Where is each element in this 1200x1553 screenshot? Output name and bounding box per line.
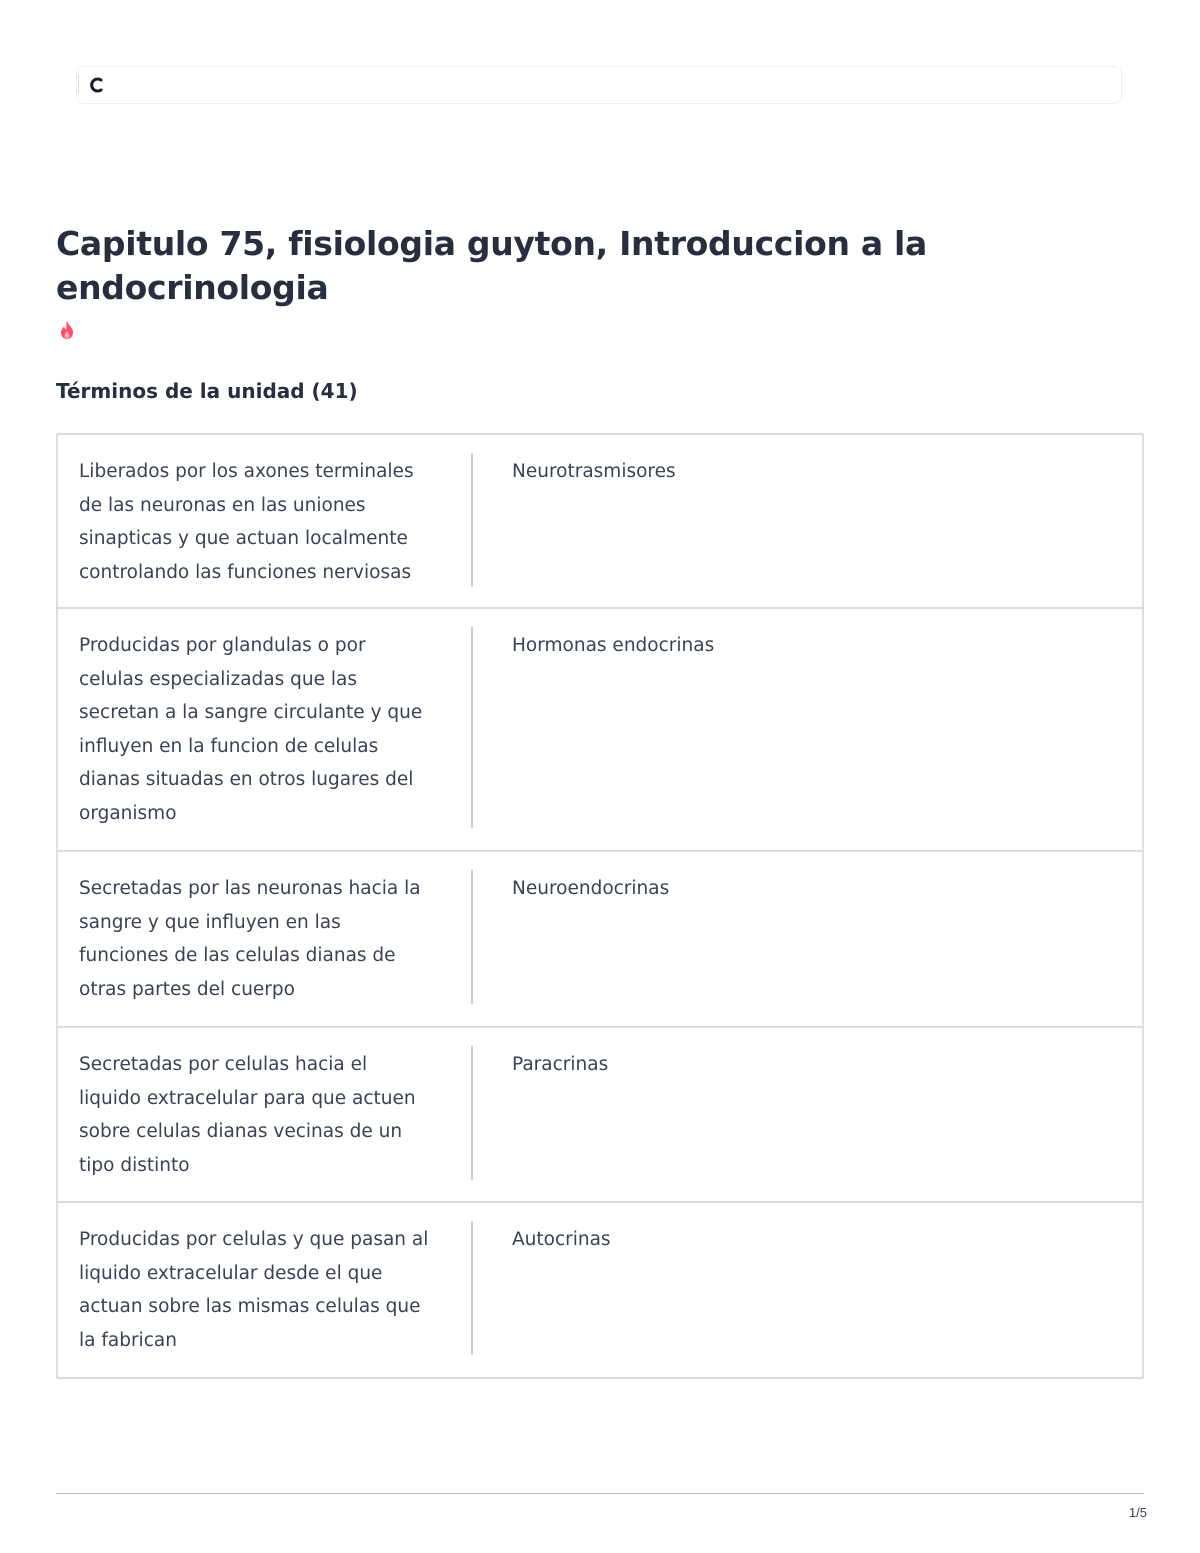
column-divider [471, 1046, 473, 1180]
term-row [58, 852, 1142, 1028]
page-number: 1/5 [1128, 1505, 1147, 1520]
header-bar [76, 66, 1122, 104]
terms-table [56, 433, 1144, 1379]
term-row [58, 1028, 1142, 1203]
footer-divider [56, 1493, 1144, 1494]
column-divider [471, 1221, 473, 1355]
column-divider [471, 870, 473, 1004]
term-word: Neuroendocrinas [512, 878, 670, 899]
flame-icon [59, 320, 75, 340]
term-definition: Secretadas por las neuronas hacia la sangre y que influyen en las funciones de las celulas dianas de otras partes del cuerpo [79, 878, 421, 1000]
term-row [58, 1203, 1142, 1377]
section-title: Términos de la unidad (41) [56, 379, 358, 403]
term-word: Paracrinas [512, 1054, 609, 1075]
column-divider [471, 453, 473, 587]
column-divider [471, 627, 473, 828]
term-definition: Liberados por los axones terminales de las neuronas en las uniones sinapticas y que actuan localmente controlando las funciones nerviosas [79, 461, 414, 583]
quizlet-logo-icon[interactable] [88, 74, 106, 96]
term-row [58, 609, 1142, 852]
term-definition: Secretadas por celulas hacia el liquido extracelular para que actuen sobre celulas dianas vecinas de un tipo distinto [79, 1054, 416, 1176]
term-word: Hormonas endocrinas [512, 635, 715, 656]
term-row [58, 435, 1142, 609]
term-definition: Producidas por glandulas o por celulas especializadas que las secretan a la sangre circulante y que influyen en la funcion de celulas dianas situadas en otros lugares del organismo [79, 635, 423, 824]
term-word: Neurotrasmisores [512, 461, 676, 482]
page-title: Capitulo 75, fisiologia guyton, Introduccion a la endocrinologia [56, 224, 927, 307]
term-word: Autocrinas [512, 1229, 611, 1250]
header-divider [78, 74, 79, 94]
term-definition: Producidas por celulas y que pasan al liquido extracelular desde el que actuan sobre las mismas celulas que la fabrican [79, 1229, 429, 1351]
